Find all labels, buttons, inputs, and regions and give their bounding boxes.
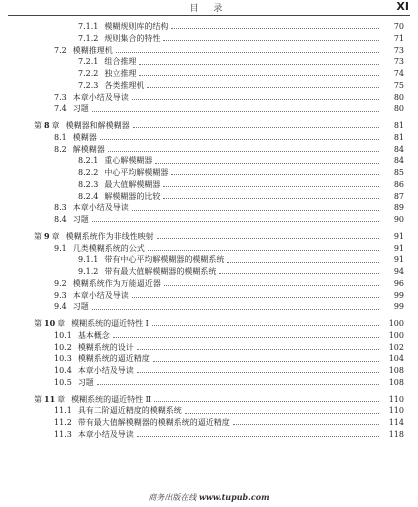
- toc-page-number: 75: [393, 80, 404, 90]
- toc-page-number: 80: [393, 92, 404, 102]
- toc-entry-title: 带有中心平均解模糊器的模糊系统: [104, 255, 225, 265]
- toc-section-row: [0, 353, 418, 365]
- toc-entry-title: 解模糊器: [72, 144, 105, 154]
- chapter-suffix: 章: [51, 121, 60, 130]
- toc-page-number: 71: [393, 33, 404, 43]
- toc-section-row: [0, 266, 418, 278]
- toc-entry-number: 11.1: [54, 406, 72, 416]
- chapter-number: 10: [44, 318, 56, 328]
- header-page-number: XI: [396, 0, 409, 13]
- toc-section-row: [0, 301, 418, 313]
- toc-page-number: 99: [393, 302, 404, 312]
- toc-entry-number: [34, 394, 65, 406]
- toc-leader-dots: [219, 273, 379, 274]
- footer-text: 商务出版在线: [148, 493, 197, 502]
- toc-entry-number: 9.1: [54, 243, 67, 253]
- toc-section-row: [0, 330, 418, 342]
- chapter-number: 9: [44, 230, 50, 241]
- toc-entry-title: 几类模糊系统的公式: [72, 243, 145, 253]
- toc-page-number: 89: [393, 203, 404, 213]
- toc-page-number: 118: [388, 429, 404, 439]
- toc-entry-title: 规则集合的特性: [104, 33, 161, 43]
- toc-entry-title: 本章小结及导读: [77, 366, 134, 375]
- footer-site: www.tupub.com: [198, 492, 270, 502]
- toc-leader-dots: [227, 262, 379, 263]
- chapter-prefix: 第: [34, 394, 42, 404]
- toc-leader-dots: [137, 436, 379, 437]
- toc-page-number: 87: [393, 191, 404, 201]
- toc-entry-number: 7.3: [54, 92, 67, 102]
- toc-section-row: [0, 155, 418, 167]
- toc-entry-title: 模糊系统的设计: [77, 342, 134, 352]
- toc-leader-dots: [153, 361, 379, 362]
- toc-entry-title: 重心解模糊器: [104, 156, 153, 166]
- toc-entry-title: 组合推理: [104, 57, 137, 67]
- toc-leader-dots: [116, 52, 379, 53]
- toc-entry-title: 模糊器和解模糊器: [65, 121, 130, 130]
- toc-entry-number: 9.1.1: [78, 255, 99, 265]
- toc-entry-number: 7.2.2: [78, 69, 99, 78]
- toc-page-number: 86: [393, 179, 404, 189]
- toc-entry-title: 本章小结及导读: [72, 290, 129, 300]
- toc-leader-dots: [163, 186, 379, 187]
- toc-section-row: [0, 214, 418, 226]
- toc-entry-number: 9.3: [54, 290, 67, 300]
- toc-entry-number: 9.1.2: [78, 267, 99, 276]
- toc-leader-dots: [148, 250, 379, 251]
- toc-leader-dots: [97, 384, 379, 385]
- toc-leader-dots: [157, 238, 379, 239]
- toc-leader-dots: [155, 163, 379, 164]
- toc-entry-title: 模糊系统的逼近精度: [77, 354, 150, 364]
- chapter-suffix: 章: [51, 231, 60, 241]
- toc-section-row: [0, 405, 418, 417]
- toc-entry-number: 7.2: [54, 45, 67, 55]
- toc-entry-number: 8.2.1: [78, 156, 99, 166]
- toc-entry-title: 模糊系统的逼近特性 Ⅱ: [71, 394, 152, 404]
- chapter-number: 8: [44, 120, 50, 130]
- toc-leader-dots: [163, 198, 379, 199]
- toc-section-row: [0, 243, 418, 255]
- toc-leader-dots: [132, 99, 379, 100]
- toc-page-number: 96: [393, 278, 404, 288]
- chapter-suffix: 章: [57, 319, 66, 328]
- toc-page-number: 99: [393, 290, 404, 300]
- page-header: [0, 0, 418, 14]
- toc-entry-title: 基本概念: [77, 330, 110, 340]
- toc-entry-number: [34, 120, 60, 132]
- toc-section-row: [0, 179, 418, 191]
- toc-chapter-row: [0, 318, 418, 330]
- toc-chapter-row: [0, 394, 418, 406]
- toc-entry-number: 8.3: [54, 203, 67, 213]
- toc-section-row: [0, 80, 418, 92]
- toc-page-number: 108: [388, 366, 404, 375]
- toc-section-row: [0, 278, 418, 290]
- toc-leader-dots: [233, 424, 379, 425]
- toc-section-row: [0, 365, 418, 377]
- toc-page-number: 80: [393, 104, 404, 114]
- toc-entry-number: 10.3: [54, 354, 72, 364]
- toc-page-number: 70: [393, 22, 404, 31]
- toc-entry-number: 7.4: [54, 104, 67, 114]
- toc-entry-number: 8.2.2: [78, 168, 99, 177]
- toc-entry-number: 8.2: [54, 144, 67, 154]
- toc-entry-number: 7.2.3: [78, 80, 99, 90]
- toc-entry-title: 模糊系统作为万能逼近器: [72, 278, 161, 288]
- toc-section-row: [0, 56, 418, 68]
- table-of-contents: [0, 21, 418, 441]
- toc-entry-number: 10.2: [54, 342, 72, 352]
- toc-entry-title: 各类推理机: [104, 80, 145, 90]
- toc-entry-number: [34, 318, 65, 330]
- toc-entry-title: 具有二阶逼近精度的模糊系统: [77, 406, 182, 416]
- chapter-prefix: 第: [34, 231, 42, 241]
- toc-section-row: [0, 132, 418, 144]
- chapter-prefix: 第: [34, 319, 42, 328]
- toc-page-number: 73: [393, 45, 404, 55]
- toc-page-number: 91: [393, 255, 404, 265]
- header-rule: [8, 15, 410, 16]
- toc-page-number: 110: [388, 394, 404, 404]
- toc-entry-title: 解模糊器的比较: [104, 191, 161, 201]
- toc-section-row: [0, 254, 418, 266]
- toc-entry-number: 8.4: [54, 215, 67, 224]
- toc-leader-dots: [137, 349, 379, 350]
- toc-chapter-row: [0, 120, 418, 132]
- toc-entry-title: 模糊推理机: [72, 45, 113, 55]
- toc-page-number: 110: [388, 406, 404, 416]
- toc-page-number: 90: [393, 215, 404, 224]
- toc-page-number: 100: [388, 319, 404, 328]
- toc-entry-number: 10.5: [54, 377, 72, 387]
- toc-section-row: [0, 290, 418, 302]
- toc-leader-dots: [133, 127, 379, 128]
- toc-leader-dots: [147, 87, 379, 88]
- toc-entry-title: 带有最大值解模糊器的模糊系统: [104, 267, 217, 276]
- toc-leader-dots: [154, 401, 379, 402]
- toc-entry-number: 11.3: [54, 429, 72, 439]
- toc-leader-dots: [108, 151, 379, 152]
- toc-entry-title: 本章小结及导读: [72, 92, 129, 102]
- toc-section-row: [0, 342, 418, 354]
- toc-leader-dots: [92, 221, 379, 222]
- toc-entry-title: 带有最大值解模糊器的模糊系统的逼近精度: [77, 418, 230, 427]
- toc-entry-title: 模糊器: [72, 132, 97, 142]
- toc-page-number: 102: [388, 342, 404, 352]
- toc-entry-title: 模糊规则库的结构: [104, 22, 169, 31]
- toc-page-number: 94: [393, 267, 404, 276]
- toc-leader-dots: [171, 174, 379, 175]
- page-footer: [0, 492, 418, 503]
- toc-entry-title: 独立推理: [104, 69, 137, 78]
- toc-entry-title: 习题: [72, 302, 89, 312]
- toc-section-row: [0, 417, 418, 429]
- toc-section-row: [0, 191, 418, 203]
- toc-leader-dots: [185, 413, 379, 414]
- toc-leader-dots: [164, 285, 379, 286]
- toc-page-number: 114: [388, 418, 404, 427]
- toc-page-number: 73: [393, 57, 404, 67]
- toc-entry-title: 中心平均解模糊器: [104, 168, 169, 177]
- toc-entry-title: 模糊系统作为非线性映射: [65, 231, 154, 241]
- toc-leader-dots: [137, 372, 379, 373]
- chapter-number: 11: [44, 393, 56, 404]
- toc-entry-number: 9.2: [54, 278, 67, 288]
- toc-entry-number: 7.1.2: [78, 33, 99, 43]
- toc-entry-title: 本章小结及导读: [77, 429, 134, 439]
- toc-entry-title: 习题: [77, 377, 94, 387]
- toc-entry-title: 习题: [72, 215, 89, 224]
- toc-page-number: 108: [388, 377, 404, 387]
- toc-leader-dots: [139, 75, 379, 76]
- toc-page-number: 74: [393, 69, 404, 78]
- toc-leader-dots: [92, 309, 379, 310]
- toc-entry-number: 7.2.1: [78, 57, 99, 67]
- toc-section-row: [0, 377, 418, 389]
- toc-section-row: [0, 167, 418, 179]
- toc-page-number: 84: [393, 156, 404, 166]
- toc-entry-number: 8.1: [54, 132, 67, 142]
- toc-section-row: [0, 103, 418, 115]
- toc-leader-dots: [113, 337, 379, 338]
- toc-entry-title: 模糊系统的逼近特性 Ⅰ: [71, 319, 149, 328]
- toc-page-number: 104: [388, 354, 404, 364]
- toc-section-row: [0, 429, 418, 441]
- toc-leader-dots: [139, 64, 379, 65]
- toc-leader-dots: [152, 325, 379, 326]
- toc-entry-number: 10.4: [54, 366, 72, 375]
- toc-section-row: [0, 202, 418, 214]
- toc-entry-title: 习题: [72, 104, 89, 114]
- toc-entry-number: 11.2: [54, 418, 72, 427]
- toc-section-row: [0, 92, 418, 104]
- toc-entry-number: 7.1.1: [78, 22, 99, 31]
- toc-section-row: [0, 21, 418, 33]
- toc-entry-number: 8.2.3: [78, 179, 99, 189]
- toc-section-row: [0, 68, 418, 80]
- toc-leader-dots: [132, 210, 379, 211]
- toc-section-row: [0, 144, 418, 156]
- toc-entry-number: [34, 231, 60, 243]
- toc-chapter-row: [0, 231, 418, 243]
- toc-section-row: [0, 33, 418, 45]
- toc-leader-dots: [163, 40, 379, 41]
- toc-leader-dots: [92, 111, 379, 112]
- toc-page-number: 100: [388, 330, 404, 340]
- toc-page-number: 85: [393, 168, 404, 177]
- toc-page-number: 81: [393, 121, 404, 130]
- chapter-prefix: 第: [34, 121, 42, 130]
- toc-entry-number: 10.1: [54, 330, 72, 340]
- toc-entry-number: 9.4: [54, 302, 67, 312]
- chapter-suffix: 章: [57, 394, 66, 404]
- toc-section-row: [0, 45, 418, 57]
- toc-leader-dots: [132, 297, 379, 298]
- toc-page-number: 81: [393, 132, 404, 142]
- toc-entry-title: 最大值解模糊器: [104, 179, 161, 189]
- toc-entry-number: 8.2.4: [78, 191, 99, 201]
- toc-page-number: 91: [393, 231, 404, 241]
- toc-entry-title: 本章小结及导读: [72, 203, 129, 213]
- toc-page-number: 91: [393, 243, 404, 253]
- toc-leader-dots: [100, 139, 379, 140]
- header-title: 目 录: [189, 4, 229, 14]
- toc-leader-dots: [171, 28, 379, 29]
- toc-page-number: 84: [393, 144, 404, 154]
